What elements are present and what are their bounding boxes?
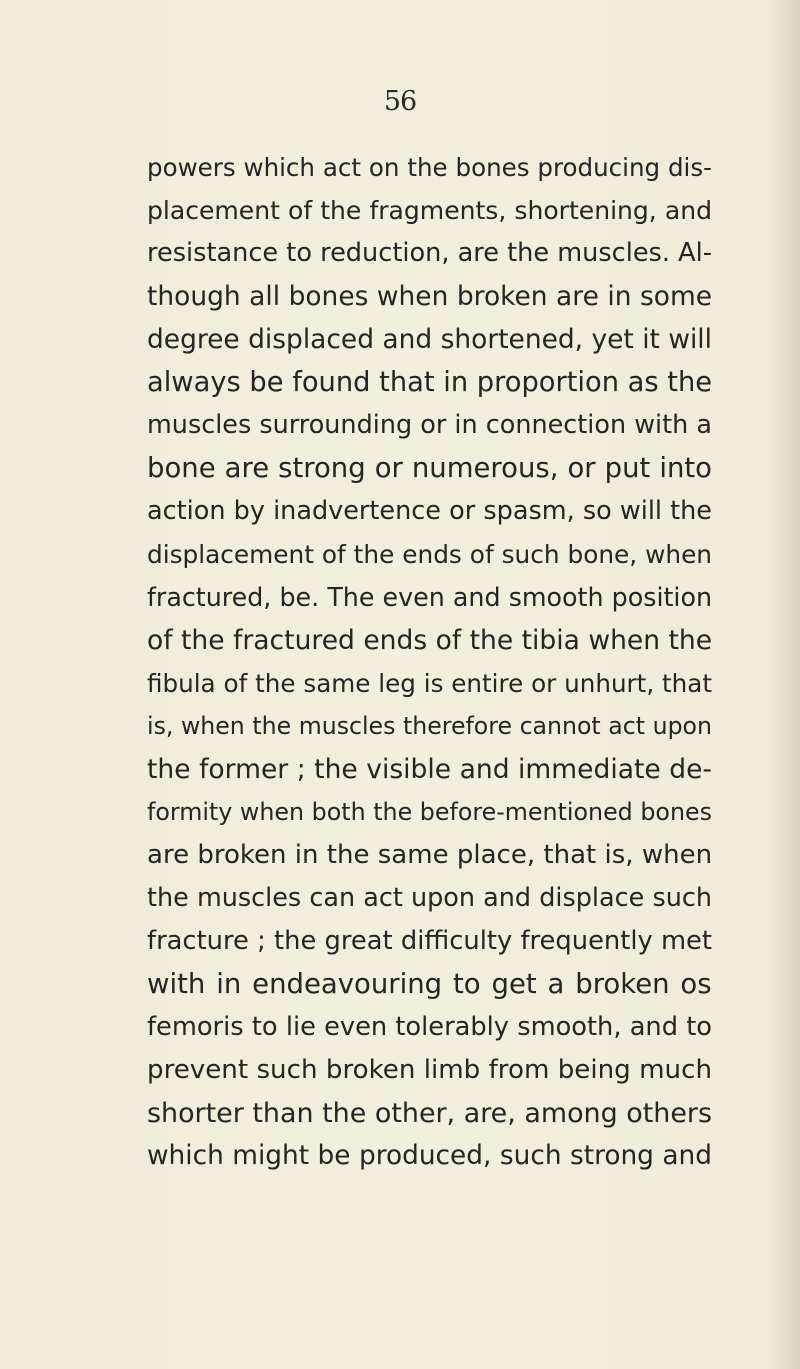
- text-line: formity when both the before-mentioned bones: [147, 798, 712, 826]
- text-line: shorter than the other, are, among others: [147, 1098, 712, 1129]
- page-number: 56: [383, 86, 417, 117]
- text-line: resistance to reduction, are the muscles. Al-: [147, 238, 712, 268]
- text-line: which might be produced, such strong and: [147, 1141, 712, 1171]
- text-line: are broken in the same place, that is, when: [147, 840, 713, 870]
- text-line: degree displaced and shortened, yet it will: [147, 324, 713, 355]
- text-line: muscles surrounding or in connection with a: [147, 410, 712, 440]
- text-line: powers which act on the bones producing dis-: [147, 153, 712, 182]
- text-line: with in endeavouring to get a broken os: [147, 968, 712, 1000]
- body-text: [147, 146, 712, 1178]
- text-line: prevent such broken limb from being much: [147, 1055, 712, 1085]
- text-line: the former ; the visible and immediate de-: [147, 754, 712, 785]
- text-line: though all bones when broken are in some: [147, 281, 712, 312]
- text-line: of the fractured ends of the tibia when the: [147, 625, 713, 656]
- text-line: always be found that in proportion as the: [147, 367, 713, 398]
- text-line: bone are strong or numerous, or put into: [147, 452, 713, 484]
- text-line: displacement of the ends of such bone, when: [147, 540, 712, 569]
- text-line: femoris to lie even tolerably smooth, and to: [147, 1012, 712, 1042]
- text-line: the muscles can act upon and displace such: [147, 883, 712, 913]
- text-line: fracture ; the great difficulty frequently met: [147, 926, 712, 956]
- text-line: placement of the fragments, shortening, and: [147, 196, 712, 225]
- text-line: action by inadvertence or spasm, so will the: [147, 496, 712, 526]
- text-line: fractured, be. The even and smooth position: [147, 582, 712, 612]
- text-line: is, when the muscles therefore cannot act upon: [147, 712, 712, 740]
- text-line: fibula of the same leg is entire or unhurt, that: [147, 669, 712, 698]
